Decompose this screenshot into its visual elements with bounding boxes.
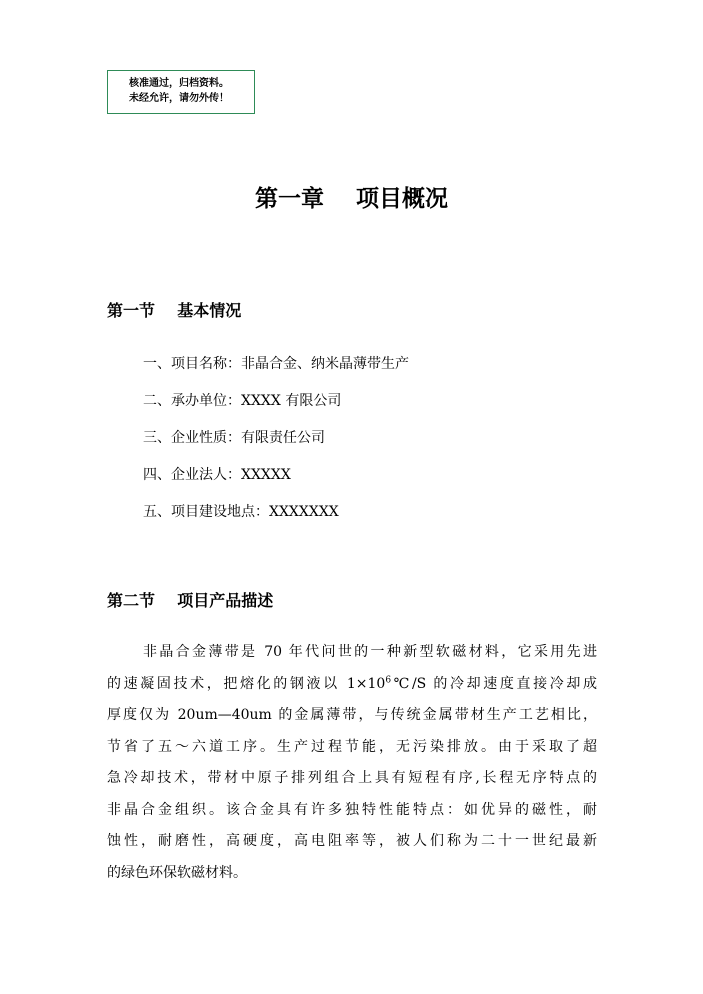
- info-item-location: 五、项目建设地点：XXXXXXX: [143, 504, 339, 520]
- notice-line-1: 核准通过，归档资料。: [129, 78, 229, 89]
- paragraph-line: 的绿色环保软磁材料。: [107, 864, 247, 881]
- paragraph-text: ℃/S 的冷却速度直接冷却成: [391, 675, 597, 692]
- paragraph-line: [107, 669, 597, 701]
- paragraph-line: 厚度仅为 20um—40um 的金属薄带，与传统金属带材生产工艺相比，: [107, 707, 597, 723]
- superscript-exponent: 6: [385, 674, 392, 685]
- info-item-project-name: 一、项目名称：非晶合金、纳米晶薄带生产: [143, 356, 409, 372]
- paragraph-line: 非晶合金组织。该合金具有许多独特性能特点：如优异的磁性，耐: [107, 801, 597, 818]
- paragraph-line: 蚀性，耐磨性，高硬度，高电阻率等，被人们称为二十一世纪最新: [107, 833, 597, 849]
- info-item-company-type: 三、企业性质：有限责任公司: [143, 430, 325, 446]
- paragraph-line: 急冷却技术，带材中原子排列组合上具有短程有序,长程无序特点的: [107, 770, 597, 786]
- info-item-organizer: 二、承办单位：XXXX 有限公司: [143, 393, 342, 409]
- basic-info-list: [143, 353, 409, 538]
- section-2-title: 第二节 项目产品描述: [107, 591, 274, 610]
- product-description-paragraph: [107, 637, 597, 889]
- notice-line-2: 未经允许，请勿外传！: [129, 93, 229, 104]
- section-1-title: 第一节 基本情况: [107, 301, 242, 320]
- paragraph-line: 节省了五～六道工序。生产过程节能，无污染排放。由于采取了超: [107, 738, 597, 755]
- paragraph-text: 的速凝固技术，把熔化的钢液以 1×10: [107, 675, 386, 692]
- paragraph-line: 非晶合金薄带是 70 年代问世的一种新型软磁材料，它采用先进: [143, 644, 597, 660]
- approval-notice-box: [107, 70, 255, 114]
- chapter-title: 第一章 项目概况: [254, 186, 449, 212]
- info-item-legal-person: 四、企业法人：XXXXX: [143, 467, 291, 483]
